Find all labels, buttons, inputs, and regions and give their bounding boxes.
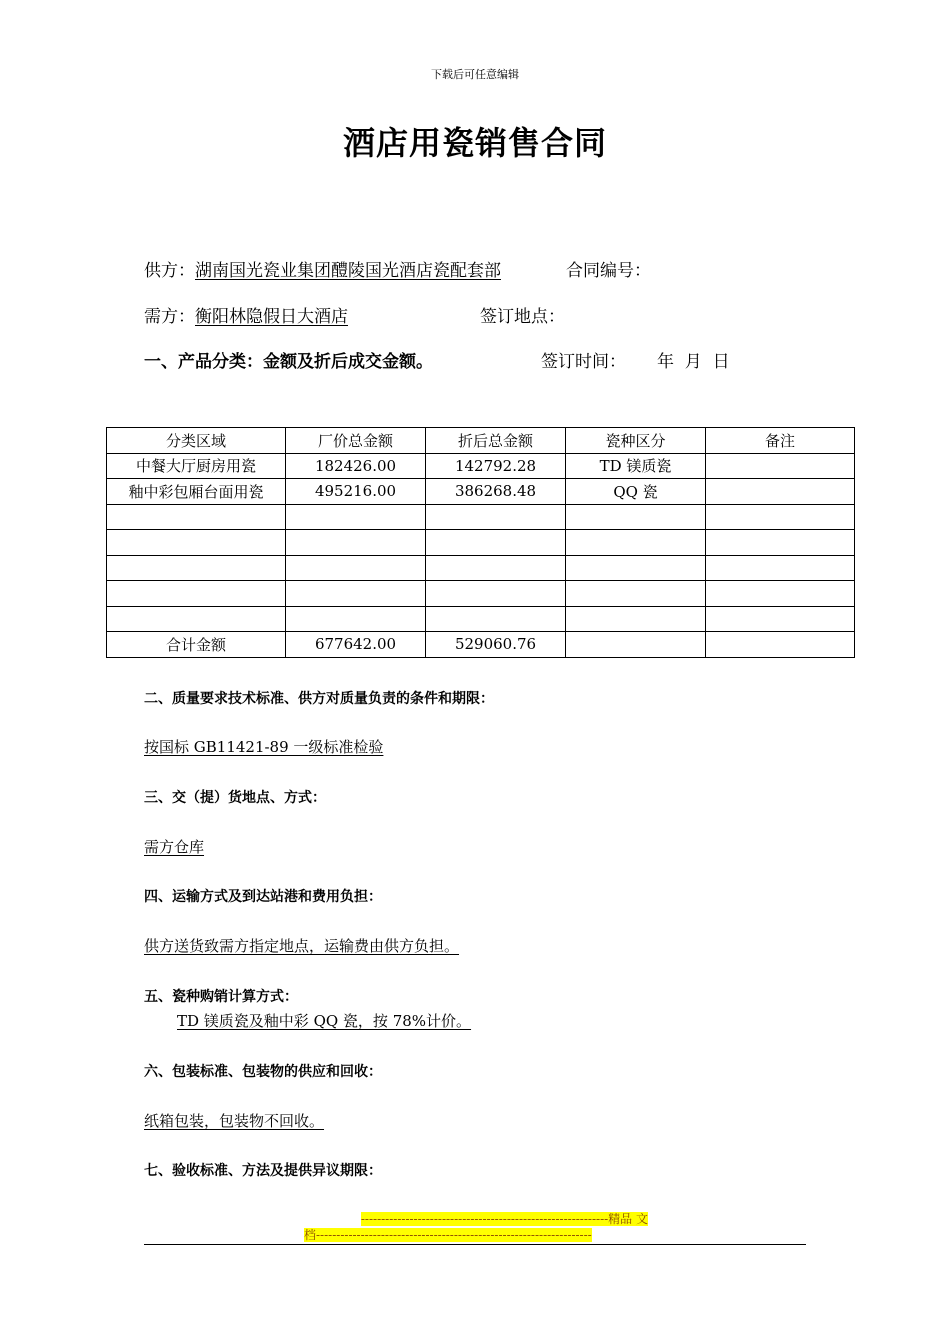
table-cell <box>286 530 426 556</box>
section2-heading: 二、质量要求技术标准、供方对质量负责的条件和期限： <box>144 691 494 707</box>
product-table <box>106 427 855 658</box>
table-cell <box>107 581 286 607</box>
supplier-label: 供方： <box>144 261 195 281</box>
table-cell <box>566 555 706 581</box>
table-cell <box>426 504 566 530</box>
section6-body: 纸箱包装，包装物不回收。 <box>144 1112 325 1130</box>
section6-heading: 六、包装标准、包装物的供应和回收： <box>144 1064 382 1080</box>
footer-text-2: 档-------------------------------------------------------------------- <box>304 1228 592 1242</box>
header-note: 下载后可任意编辑 <box>431 68 519 81</box>
buyer-label: 需方： <box>144 307 195 327</box>
contract-title: 酒店用瓷销售合同 <box>342 124 607 162</box>
buyer-line <box>144 302 348 327</box>
sign-place-label: 签订地点： <box>480 307 565 327</box>
table-cell <box>426 581 566 607</box>
table-total-cell <box>706 632 855 658</box>
footer-line-1 <box>304 1210 648 1227</box>
section2-body: 按国标 GB11421-89 一级标准检验 <box>144 738 384 756</box>
table-header-row <box>107 428 855 454</box>
footer-text-1: -------------------------------------------------------------精品 文 <box>360 1212 648 1226</box>
sign-time-label: 签订时间： <box>541 352 626 372</box>
table-row <box>107 504 855 530</box>
table-cell <box>286 555 426 581</box>
section3-heading: 三、交（提）货地点、方式： <box>144 790 326 806</box>
table-row <box>107 555 855 581</box>
table-cell: 中餐大厅厨房用瓷 <box>107 453 286 479</box>
supplier-name: 湖南国光瓷业集团醴陵国光酒店瓷配套部 <box>195 261 501 281</box>
table-row <box>107 479 855 505</box>
table-cell <box>706 555 855 581</box>
table-header-cell: 折后总金额 <box>426 428 566 454</box>
table-header-cell: 备注 <box>706 428 855 454</box>
table-cell <box>107 504 286 530</box>
table-cell <box>706 453 855 479</box>
table-cell <box>286 581 426 607</box>
section5-heading: 五、瓷种购销计算方式： <box>144 989 298 1005</box>
table-cell <box>706 504 855 530</box>
table-row <box>107 530 855 556</box>
footer-line-2 <box>304 1226 648 1243</box>
section5-body: TD 镁质瓷及釉中彩 QQ 瓷，按 78%计价。 <box>177 1012 472 1030</box>
table-header-cell: 厂价总金额 <box>286 428 426 454</box>
table-cell <box>566 504 706 530</box>
footer-rule <box>144 1244 806 1245</box>
section7-heading: 七、验收标准、方法及提供异议期限： <box>144 1163 382 1179</box>
sign-date: 年 月 日 <box>657 352 730 372</box>
table-cell <box>426 606 566 632</box>
table-cell <box>566 606 706 632</box>
table-total-cell: 529060.76 <box>426 632 566 658</box>
table-cell <box>426 530 566 556</box>
table-cell: 495216.00 <box>286 479 426 505</box>
section1-heading: 一、产品分类：金额及折后成交金额。 <box>144 352 433 372</box>
table-cell: 142792.28 <box>426 453 566 479</box>
section3-body: 需方仓库 <box>144 838 205 856</box>
section4-heading: 四、运输方式及到达站港和费用负担： <box>144 889 382 905</box>
table-cell <box>706 530 855 556</box>
table-row <box>107 606 855 632</box>
table-total-cell: 677642.00 <box>286 632 426 658</box>
table-cell <box>107 555 286 581</box>
table-cell: 釉中彩包厢台面用瓷 <box>107 479 286 505</box>
table-cell <box>426 555 566 581</box>
buyer-name: 衡阳林隐假日大酒店 <box>195 307 348 327</box>
table-cell <box>706 606 855 632</box>
table-cell: 182426.00 <box>286 453 426 479</box>
table-total-cell: 合计金额 <box>107 632 286 658</box>
table-cell <box>566 581 706 607</box>
table-cell <box>566 530 706 556</box>
table-cell <box>706 479 855 505</box>
supplier-line <box>144 256 501 281</box>
contract-no-label: 合同编号： <box>566 261 651 281</box>
table-cell <box>286 606 426 632</box>
table-header-cell: 瓷种区分 <box>566 428 706 454</box>
table-row <box>107 581 855 607</box>
table-header-cell: 分类区域 <box>107 428 286 454</box>
table-cell <box>107 606 286 632</box>
section4-body: 供方送货致需方指定地点，运输费由供方负担。 <box>144 937 460 955</box>
table-total-row <box>107 632 855 658</box>
table-cell: TD 镁质瓷 <box>566 453 706 479</box>
table-cell: QQ 瓷 <box>566 479 706 505</box>
table-cell <box>286 504 426 530</box>
table-total-cell <box>566 632 706 658</box>
table-row <box>107 453 855 479</box>
table-cell <box>107 530 286 556</box>
table-cell: 386268.48 <box>426 479 566 505</box>
table-cell <box>706 581 855 607</box>
